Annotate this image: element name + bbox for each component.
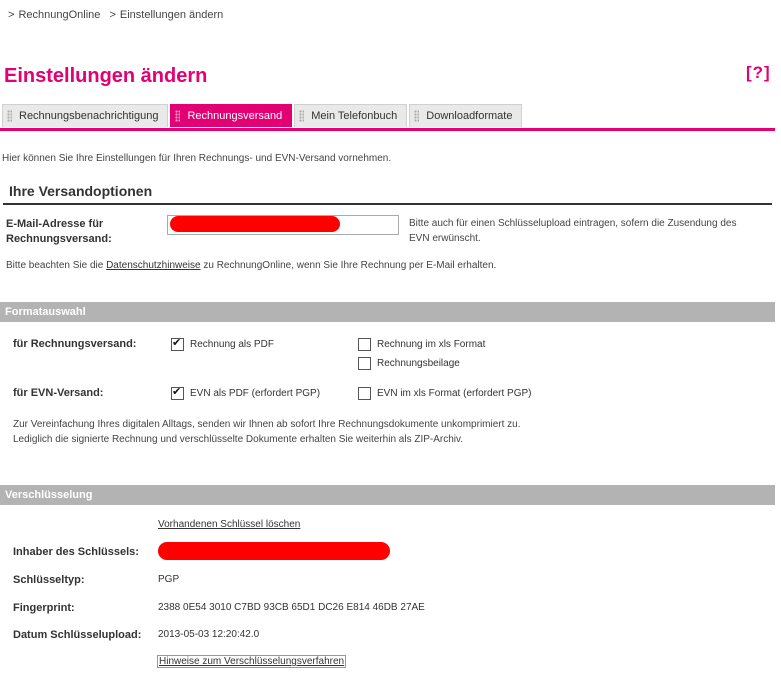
tab-bar bbox=[2, 104, 524, 128]
section-bar-formatauswahl: Formatauswahl bbox=[0, 302, 775, 322]
option-rechnung-xls[interactable]: Rechnung im xls Format bbox=[358, 338, 485, 351]
breadcrumb-separator: > bbox=[109, 9, 116, 21]
key-type-value: PGP bbox=[158, 574, 180, 585]
help-button[interactable]: [?] bbox=[746, 63, 771, 82]
checkbox-evn-xls[interactable] bbox=[358, 387, 371, 400]
privacy-note: Bitte beachten Sie die Datenschutzhinweise zu RechnungOnline, wenn Sie Ihre Rechnung per E-Mail erhalten. bbox=[6, 260, 497, 271]
tab-underline bbox=[0, 128, 775, 131]
email-label: E-Mail-Adresse für Rechnungsversand: bbox=[6, 218, 112, 245]
grip-icon bbox=[414, 110, 419, 122]
tab-rechnungsversand[interactable] bbox=[170, 104, 292, 127]
evn-versand-label: für EVN-Versand: bbox=[13, 387, 104, 399]
privacy-link[interactable]: Datenschutzhinweise bbox=[106, 260, 201, 271]
breadcrumb-separator: > bbox=[8, 9, 15, 21]
checkbox-evn-pdf[interactable] bbox=[171, 387, 184, 400]
checkbox-rechnungsbeilage[interactable] bbox=[358, 357, 371, 370]
breadcrumb-item-rechnungonline[interactable]: RechnungOnline bbox=[18, 9, 101, 21]
grip-icon bbox=[7, 110, 12, 122]
option-evn-pdf[interactable]: ✔ EVN als PDF (erfordert PGP) bbox=[171, 387, 320, 400]
section-bar-verschluesselung: Verschlüsselung bbox=[0, 485, 775, 505]
tab-label: Mein Telefonbuch bbox=[311, 110, 398, 122]
tab-label: Downloadformate bbox=[426, 110, 513, 122]
fingerprint-value: 2388 0E54 3010 C7BD 93CB 65D1 DC26 E814 46DB 27AE bbox=[158, 602, 425, 613]
option-rechnung-pdf[interactable]: ✔ Rechnung als PDF bbox=[171, 338, 274, 351]
page-title: Einstellungen ändern bbox=[4, 65, 208, 87]
breadcrumb bbox=[8, 9, 229, 21]
upload-date-value: 2013-05-03 12:20:42.0 bbox=[158, 629, 260, 640]
option-evn-xls[interactable]: EVN im xls Format (erfordert PGP) bbox=[358, 387, 531, 400]
grip-icon bbox=[175, 110, 180, 122]
tab-downloadformate[interactable] bbox=[409, 104, 522, 127]
key-type-label: Schlüsseltyp: bbox=[13, 574, 85, 586]
rechnungsversand-label: für Rechnungsversand: bbox=[13, 338, 137, 350]
email-hint: Bitte auch für einen Schlüsselupload eintragen, sofern die Zusendung des EVN erwünscht. bbox=[409, 218, 737, 244]
tab-mein-telefonbuch[interactable] bbox=[294, 104, 407, 127]
fingerprint-label: Fingerprint: bbox=[13, 602, 75, 614]
encryption-hints-link[interactable]: Hinweise zum Verschlüsselungsverfahren bbox=[159, 656, 345, 667]
checkbox-rechnung-xls[interactable] bbox=[358, 338, 371, 351]
email-field[interactable] bbox=[167, 215, 399, 235]
breadcrumb-item-current: Einstellungen ändern bbox=[119, 9, 224, 21]
tab-label: Rechnungsversand bbox=[187, 110, 283, 122]
tab-rechnungsbenachrichtigung[interactable] bbox=[2, 104, 168, 127]
checkbox-rechnung-pdf[interactable] bbox=[171, 338, 184, 351]
section-heading-versandoptionen: Ihre Versandoptionen bbox=[9, 183, 153, 199]
key-owner-label: Inhaber des Schlüssels: bbox=[13, 546, 139, 558]
key-owner-redaction bbox=[158, 542, 390, 560]
intro-text: Hier können Sie Ihre Einstellungen für Ihren Rechnungs- und EVN-Versand vornehmen. bbox=[2, 153, 392, 164]
upload-date-label: Datum Schlüsselupload: bbox=[13, 629, 142, 641]
option-rechnungsbeilage[interactable]: Rechnungsbeilage bbox=[358, 357, 460, 370]
delete-key-link[interactable]: Vorhandenen Schlüssel löschen bbox=[158, 519, 301, 530]
grip-icon bbox=[299, 110, 304, 122]
format-note: Zur Vereinfachung Ihres digitalen Alltags, senden wir Ihnen ab sofort Ihre Rechnungsdokumente unkomprimiert zu. Lediglich die signierte Rechnung und verschlüsselte Dokumente erhalten Sie weiterhin als ZIP-Archiv. bbox=[13, 419, 521, 445]
redaction-mark bbox=[170, 216, 340, 232]
section-divider bbox=[3, 203, 772, 205]
tab-label: Rechnungsbenachrichtigung bbox=[19, 110, 159, 122]
